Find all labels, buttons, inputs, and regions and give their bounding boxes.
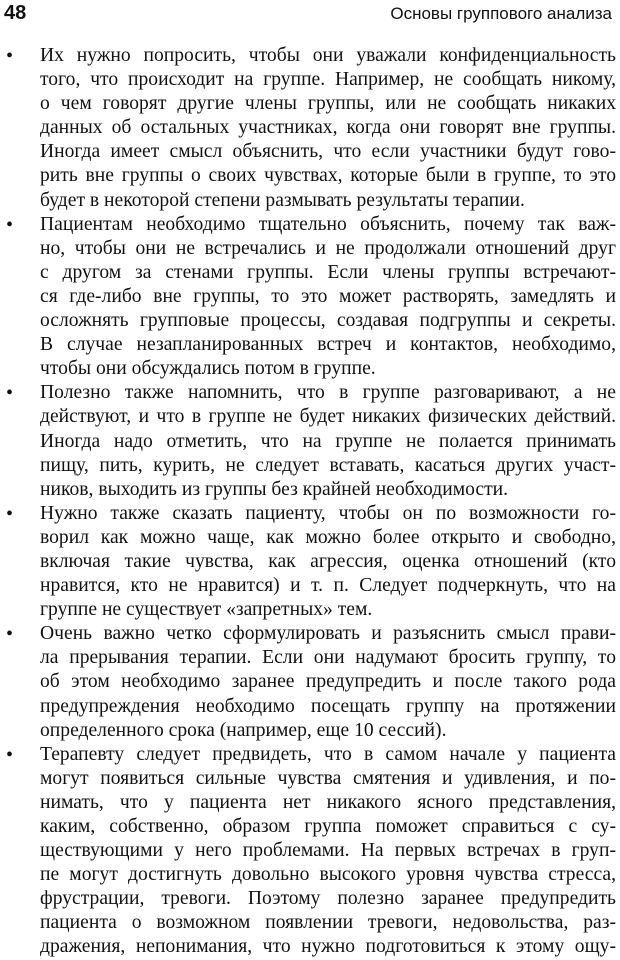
text-line: включая такие чувства, как агрессия, оценка отношений (кто xyxy=(40,550,616,572)
text-line: нимать, что у пациента нет никакого ясного представления, xyxy=(40,791,616,813)
bullet-text xyxy=(40,622,616,742)
text-line: Полезно также напомнить, что в группе разговаривают, а не xyxy=(40,382,616,404)
text-line: нравится, кто не нравится) и т. п. Следует подчеркнуть, что на xyxy=(40,575,616,597)
text-line: Иногда надо отметить, что на группе не полается принимать xyxy=(40,430,616,452)
bullet-item xyxy=(0,213,620,382)
text-line: осложнять групповые процессы, создавая подгруппы и секреты. xyxy=(40,310,616,332)
text-line: дражения, непонимания, что нужно подготовиться к этому ощу- xyxy=(40,936,616,958)
bullet-item xyxy=(0,743,620,960)
text-line: ществующими у него проблемами. На первых встречах в груп- xyxy=(40,840,616,862)
text-line: каким, собственно, образом группа поможет справиться с су- xyxy=(40,816,616,837)
bullet-item xyxy=(0,502,620,622)
bullet-text xyxy=(40,213,616,382)
text-line: данных об остальных участниках, когда они говорят вне группы. xyxy=(40,117,616,139)
text-line: Нужно также сказать пациенту, чтобы он по возможности го- xyxy=(40,502,616,524)
text-line: Пациентам необходимо тщательно объяснить, почему так важ- xyxy=(40,213,616,235)
bullet-item xyxy=(0,622,620,742)
text-line: ников, выходить из группы без крайней необходимости. xyxy=(40,478,509,500)
text-line: действуют, и что в группе не будет никаких физических действий. xyxy=(40,406,616,428)
page-number: 48 xyxy=(4,2,27,24)
bullet-item xyxy=(0,381,620,501)
bullet-text xyxy=(40,502,616,622)
text-line: рить вне группы о своих чувствах, которые были в группе, то это xyxy=(40,165,616,187)
text-line: предупреждения необходимо посещать группу на протяжении xyxy=(40,695,616,717)
page-body xyxy=(0,44,620,960)
text-line: того, что происходит на группе. Например, не сообщать никому, xyxy=(40,69,616,91)
text-line: пищу, пить, курить, не следует вставать, касаться других участ- xyxy=(40,454,616,476)
page-header xyxy=(0,0,620,30)
bullet-marker: • xyxy=(6,45,14,67)
bullet-item xyxy=(0,44,620,213)
text-line: но, чтобы они не встречались и не продолжали отношений друг xyxy=(40,237,616,259)
text-line: об этом необходимо заранее предупредить и после такого рода xyxy=(40,671,616,693)
bullet-text xyxy=(40,381,616,501)
text-line: чтобы они обсуждались потом в группе. xyxy=(40,358,376,380)
text-line: Очень важно четко сформулировать и разъяснить смысл прави- xyxy=(40,623,616,645)
running-title: Основы группового анализа xyxy=(390,4,612,23)
text-line: В случае незапланированных встреч и контактов, необходимо, xyxy=(40,334,616,356)
text-line: группе не существует «запретных» тем. xyxy=(40,599,373,621)
bullet-marker: • xyxy=(6,623,14,646)
text-line: о чем говорят другие члены группы, или не сообщать никаких xyxy=(40,93,616,115)
text-line: определенного срока (например, еще 10 сессий). xyxy=(40,719,447,741)
text-line: Иногда имеет смысл объяснить, что если участники будут гово- xyxy=(40,141,616,163)
text-line: фрустрации, тревоги. Поэтому полезно заранее предупредить xyxy=(40,888,616,910)
text-line: ворил как можно чаще, как можно более открыто и свободно, xyxy=(40,526,616,548)
bullet-text xyxy=(40,44,616,213)
bullet-marker: • xyxy=(6,502,14,525)
text-line: Терапевту следует предвидеть, что в самом начале у пациента xyxy=(40,743,616,765)
bullet-marker: • xyxy=(6,382,14,405)
text-line: пациента о возможном появлении тревоги, недовольства, раз- xyxy=(40,912,616,934)
text-line: с другом за стенами группы. Если члены группы встречают- xyxy=(40,261,616,283)
bullet-marker: • xyxy=(6,213,14,236)
text-line: будет в некоторой степени размывать результаты терапии. xyxy=(40,189,525,211)
bullet-marker: • xyxy=(6,743,14,766)
text-line: могут появиться сильные чувства смятения и удивления, и по- xyxy=(40,767,616,789)
text-line: ся где-либо вне группы, то это может растворять, замедлять и xyxy=(40,285,616,307)
text-line: пе могут достигнуть довольно высокого уровня чувства стресса, xyxy=(40,864,616,886)
text-line: Их нужно попросить, чтобы они уважали конфиденциальность xyxy=(40,45,616,66)
bullet-text xyxy=(40,743,616,960)
text-line: ла прерывания терапии. Если они надумают бросить группу, то xyxy=(40,647,616,669)
